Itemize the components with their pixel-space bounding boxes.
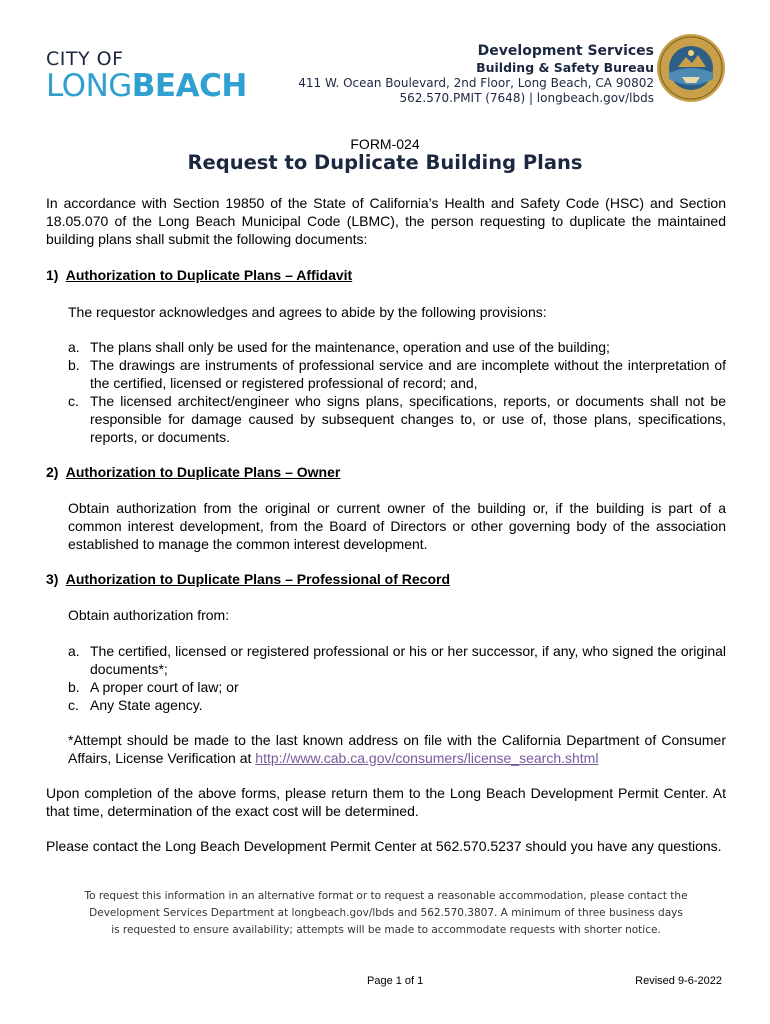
accommodation-notice — [46, 888, 726, 939]
item-label: a. — [68, 339, 80, 355]
item-text: The plans shall only be used for the maintenance, operation and use of the building; — [90, 339, 610, 355]
department-address: 411 W. Ocean Boulevard, 2nd Floor, Long Beach, CA 90802 — [298, 76, 654, 90]
section-2-number: 2) — [46, 464, 59, 480]
section-3-heading — [46, 570, 726, 588]
item-text: Any State agency. — [90, 697, 203, 713]
section-3-item-a — [68, 642, 726, 678]
logo-long-beach — [46, 69, 276, 103]
form-number: FORM-024 — [350, 136, 420, 152]
section-1-heading — [46, 266, 726, 284]
notice-line-2: Development Services Department at longbeach.gov/lbds and 562.570.3807. A minimum of three business days — [89, 907, 683, 919]
section-3-item-b — [68, 678, 726, 696]
page-number: Page 1 of 1 — [367, 975, 424, 987]
section-1-item-a — [68, 338, 726, 356]
form-title: Request to Duplicate Building Plans — [187, 151, 583, 174]
item-text: The certified, licensed or registered professional or his or her successor, if any, who signed the original documents*; — [90, 643, 726, 677]
item-text: The drawings are instruments of professional service and are incomplete without the interpretation of the certified, licensed or registered professional of record; and, — [90, 357, 726, 391]
item-label: c. — [68, 393, 79, 409]
notice-line-1: To request this information in an alternative format or to request a reasonable accommodation, please contact the — [84, 890, 688, 902]
section-1-item-b — [68, 356, 726, 392]
department-name: Development Services — [477, 43, 654, 59]
section-1-title: Authorization to Duplicate Plans – Affidavit — [65, 267, 353, 283]
section-2-text: Obtain authorization from the original or current owner of the building or, if the building is part of a common interest development, from the Board of Directors or other governing body of the association established to manage the common interest development. — [68, 500, 726, 552]
item-label: a. — [68, 643, 80, 659]
section-3-number: 3) — [46, 571, 59, 587]
bureau-name: Building & Safety Bureau — [476, 60, 654, 75]
license-search-link[interactable]: http://www.cab.ca.gov/consumers/license_search.shtml — [255, 750, 599, 766]
item-label: c. — [68, 697, 79, 713]
section-3-text: Obtain authorization from: — [68, 607, 230, 623]
footnote-text: *Attempt should be made to the last known address on file with the California Department of Consumer Affairs, License Verification at — [68, 732, 726, 766]
item-text: The licensed architect/engineer who signs plans, specifications, reports, or documents shall not be responsible for damage caused by subsequent changes to, or use of, those plans, specifications, reports, or documents. — [90, 393, 726, 445]
section-3-item-c — [68, 696, 726, 714]
department-block — [298, 43, 654, 106]
completion-paragraph: Upon completion of the above forms, please return them to the Long Beach Development Permit Center. At that time, determination of the exact cost will be determined. — [46, 785, 726, 819]
intro-paragraph: In accordance with Section 19850 of the State of California’s Health and Safety Code (HSC) and Section 18.05.070 of the Long Beach Municipal Code (LBMC), the person requesting to duplicate the maintained building plans shall submit the following documents: — [46, 195, 726, 247]
logo-beach: BEACH — [131, 68, 247, 104]
section-3-footnote — [68, 731, 726, 767]
notice-line-3: is requested to ensure availability; attempts will be made to accommodate requests with shorter notice. — [111, 924, 661, 936]
city-logo — [46, 50, 276, 105]
section-1-item-c — [68, 392, 726, 446]
contact-paragraph: Please contact the Long Beach Development Permit Center at 562.570.5237 should you have any questions. — [46, 838, 722, 854]
item-text: A proper court of law; or — [90, 679, 239, 695]
revision-date: Revised 9-6-2022 — [635, 975, 722, 987]
section-2-title: Authorization to Duplicate Plans – Owner — [65, 464, 341, 480]
city-seal-icon — [656, 33, 726, 103]
section-2-heading — [46, 463, 726, 481]
item-label: b. — [68, 679, 80, 695]
department-contact: 562.570.PMIT (7648) | longbeach.gov/lbds — [399, 91, 654, 105]
section-1-number: 1) — [46, 267, 59, 283]
item-label: b. — [68, 357, 80, 373]
section-1-text: The requestor acknowledges and agrees to abide by the following provisions: — [68, 304, 547, 320]
logo-city-of: CITY OF — [46, 48, 124, 70]
section-3-title: Authorization to Duplicate Plans – Professional of Record — [65, 571, 450, 587]
logo-long: LONG — [46, 68, 132, 104]
